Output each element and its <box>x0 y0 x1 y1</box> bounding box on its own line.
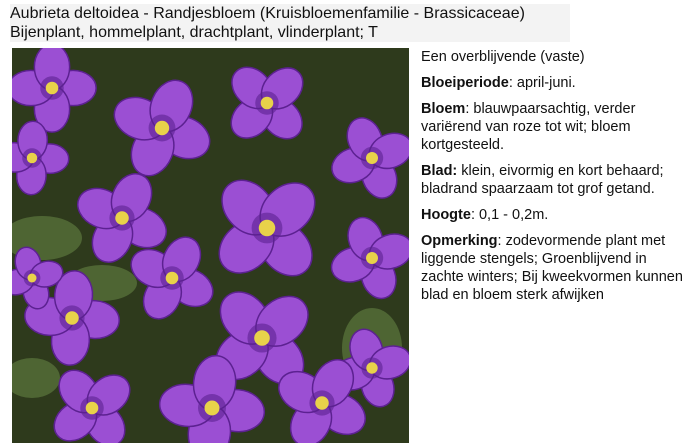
flower-center <box>115 211 129 225</box>
bloeiperiode-label: Bloeiperiode <box>421 75 509 91</box>
blad-text: klein, eivormig en kort behaard; bladrand spaarzaam tot grof getand. <box>421 163 664 197</box>
flower-center <box>259 220 276 237</box>
hoogte-label: Hoogte <box>421 207 471 223</box>
flower-center <box>166 272 179 285</box>
flower-center <box>366 252 378 264</box>
opmerking-text: : zodevormende plant met liggende stengels; Groenblijvend in zachte winters; Bij kweekvormen kunnen blad en bloem sterk afwijken <box>421 233 683 303</box>
hoogte-text: : 0,1 - 0,2m. <box>470 207 549 223</box>
flower-center <box>366 152 378 164</box>
blad-label: Blad: <box>421 163 458 179</box>
intro-text: Een overblijvende (vaste) <box>421 49 585 65</box>
bloeiperiode-text: : april-juni. <box>508 75 576 91</box>
bloem-text: : blauwpaarsachtig, verder variërend van roze tot wit; bloem kortgesteeld. <box>421 101 636 153</box>
flower-center <box>315 396 329 410</box>
page-subtitle: Bijenplant, hommelplant, drachtplant, vlinderplant; T <box>10 24 378 41</box>
flower-center <box>28 274 37 283</box>
page-header <box>10 4 570 42</box>
bloem-paragraph <box>421 100 693 154</box>
opmerking-label: Opmerking <box>421 233 498 249</box>
bloeiperiode-paragraph <box>421 74 693 92</box>
page-title: Aubrieta deltoidea - Randjesbloem (Kruisbloemenfamilie - Brassicaceae) <box>10 5 525 22</box>
flower-center <box>86 402 99 415</box>
opmerking-paragraph <box>421 232 693 304</box>
plant-description <box>421 48 693 312</box>
flower-center <box>261 97 274 110</box>
hoogte-paragraph <box>421 206 693 224</box>
flower-center <box>205 401 220 416</box>
flower-illustration <box>12 48 409 443</box>
flower-center <box>366 362 377 373</box>
flower-photo <box>12 48 409 443</box>
flower-center <box>155 121 169 135</box>
flower-center <box>27 153 38 164</box>
flower-center <box>254 330 270 346</box>
flower-center <box>65 311 79 325</box>
bloem-label: Bloem <box>421 101 466 117</box>
flower-center <box>46 82 59 95</box>
blad-paragraph <box>421 162 693 198</box>
